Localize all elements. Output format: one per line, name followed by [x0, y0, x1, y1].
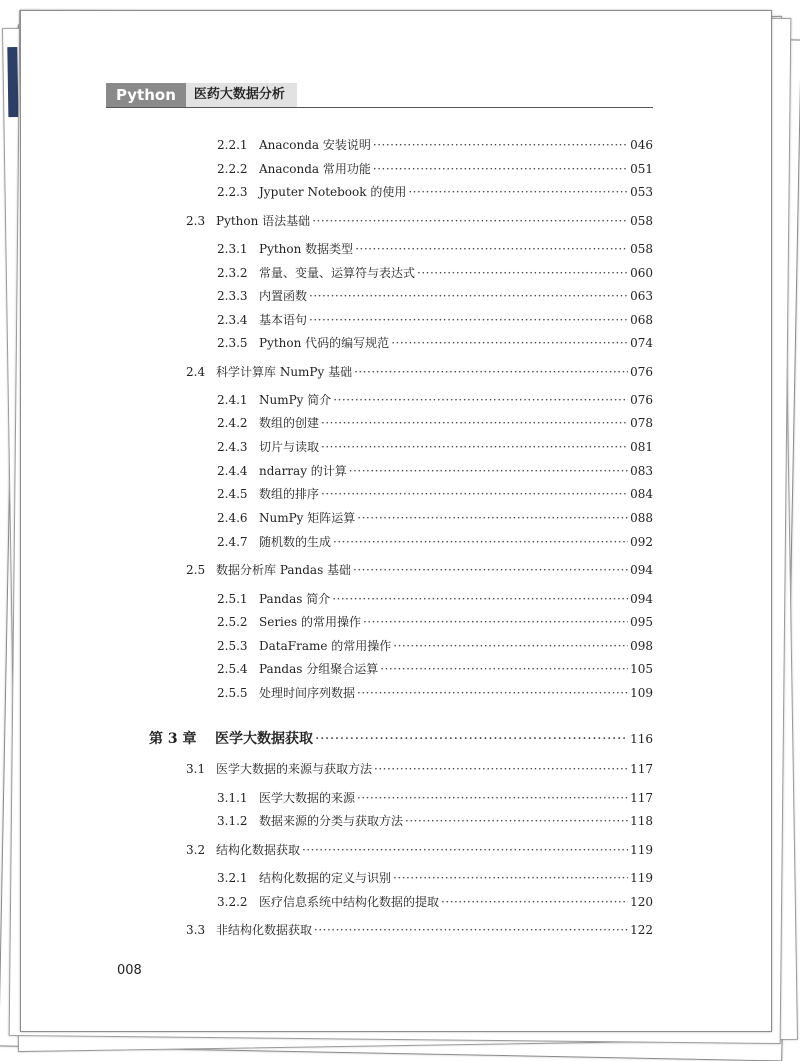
- toc-title: 内置函数: [259, 289, 308, 303]
- toc-subsection: [217, 160, 653, 177]
- toc-title: Series 的常用操作: [259, 615, 361, 629]
- toc-subsection: [217, 789, 653, 806]
- toc-leader-dots: [321, 440, 628, 454]
- toc-subsection: [217, 414, 653, 431]
- toc-title: 医学大数据的来源与获取方法: [216, 762, 373, 776]
- toc-page: 098: [630, 639, 653, 653]
- toc-page: 051: [630, 162, 653, 176]
- toc-number: 2.4.3: [217, 440, 248, 454]
- toc-number: 2.3: [186, 214, 206, 228]
- toc-number: 3.2.2: [217, 895, 248, 909]
- toc-title: 切片与读取: [259, 440, 320, 454]
- toc-leader-dots: [353, 563, 628, 577]
- toc-subsection: [217, 183, 653, 200]
- toc-number: 3.1: [186, 762, 206, 776]
- toc-subsection: [217, 136, 653, 153]
- toc-leader-dots: [333, 393, 628, 407]
- toc-leader-dots: [354, 365, 628, 379]
- toc-chapter: [149, 728, 653, 748]
- toc-title: NumPy 简介: [259, 393, 332, 407]
- toc-page: 053: [630, 185, 653, 199]
- toc-leader-dots: [408, 185, 628, 199]
- toc-title: 结构化数据的定义与识别: [259, 871, 392, 885]
- toc-leader-dots: [405, 814, 628, 828]
- toc-title: 数组的创建: [259, 416, 320, 430]
- toc-title: 医疗信息系统中结构化数据的提取: [259, 895, 440, 909]
- toc-subsection: [217, 264, 653, 281]
- toc-number: 2.5.5: [217, 686, 248, 700]
- toc-section: [186, 212, 653, 229]
- toc-number: 2.4.4: [217, 464, 248, 478]
- toc-leader-dots: [312, 214, 628, 228]
- toc-page: 109: [630, 686, 653, 700]
- toc-leader-dots: [349, 464, 628, 478]
- toc-leader-dots: [357, 686, 628, 700]
- toc-number: 2.4.5: [217, 487, 248, 501]
- toc-page: 119: [630, 843, 653, 857]
- toc-page: 088: [630, 511, 653, 525]
- toc-subsection: [217, 287, 653, 304]
- toc-subsection: [217, 869, 653, 886]
- toc-subsection: [217, 533, 653, 550]
- toc-page: 076: [630, 365, 653, 379]
- toc-leader-dots: [393, 639, 628, 653]
- toc-leader-dots: [357, 791, 628, 805]
- toc-page: 076: [630, 393, 653, 407]
- toc-title: Python 代码的编写规范: [259, 336, 390, 350]
- toc-page: 120: [630, 895, 653, 909]
- toc-page: 116: [630, 732, 653, 746]
- toc-leader-dots: [380, 662, 628, 676]
- toc-leader-dots: [309, 289, 628, 303]
- toc-page: 095: [630, 615, 653, 629]
- toc-leader-dots: [373, 162, 628, 176]
- toc-title: 数据来源的分类与获取方法: [259, 814, 404, 828]
- toc-leader-dots: [314, 923, 628, 937]
- toc-title: Jyputer Notebook 的使用: [259, 185, 407, 199]
- book-page: [20, 10, 772, 1032]
- toc-page: 058: [630, 214, 653, 228]
- toc-subsection: [217, 311, 653, 328]
- toc-page: 084: [630, 487, 653, 501]
- toc-leader-dots: [373, 138, 628, 152]
- toc-subsection: [217, 509, 653, 526]
- toc-subsection: [217, 893, 653, 910]
- toc-number: 2.2.1: [217, 138, 248, 152]
- toc-leader-dots: [321, 416, 628, 430]
- toc-number: 2.3.3: [217, 289, 248, 303]
- toc-number: 3.1.1: [217, 791, 248, 805]
- toc-subsection: [217, 684, 653, 701]
- toc-section: [186, 760, 653, 777]
- toc-number: 2.3.5: [217, 336, 248, 350]
- toc-title: 医学大数据获取: [215, 731, 313, 747]
- toc-number: 2.4.2: [217, 416, 248, 430]
- toc-subsection: [217, 240, 653, 257]
- toc-title: 处理时间序列数据: [259, 686, 356, 700]
- toc-number: 2.5.4: [217, 662, 248, 676]
- toc-page: 078: [630, 416, 653, 430]
- toc-page: 092: [630, 535, 653, 549]
- toc-page: 118: [630, 814, 653, 828]
- toc-subsection: [217, 462, 653, 479]
- toc-page: 074: [630, 336, 653, 350]
- toc-page: 094: [630, 592, 653, 606]
- toc-number: 2.5: [186, 563, 206, 577]
- toc-page: 068: [630, 313, 653, 327]
- toc-title: 随机数的生成: [259, 535, 332, 549]
- toc-section: [186, 561, 653, 578]
- toc-number: 2.3.1: [217, 242, 248, 256]
- toc-number: 2.5.1: [217, 592, 248, 606]
- toc-subsection: [217, 613, 653, 630]
- toc-leader-dots: [363, 615, 628, 629]
- toc-title: Python 语法基础: [216, 214, 311, 228]
- toc-title: Anaconda 常用功能: [259, 162, 371, 176]
- toc-leader-dots: [441, 895, 628, 909]
- toc-leader-dots: [315, 731, 628, 747]
- toc-subsection: [217, 438, 653, 455]
- toc-title: 数据分析库 Pandas 基础: [216, 563, 352, 577]
- header-brand: Python: [106, 83, 186, 107]
- toc-leader-dots: [309, 313, 628, 327]
- toc-title: 基本语句: [259, 313, 308, 327]
- toc-page: 117: [630, 762, 653, 776]
- toc-title: 结构化数据获取: [216, 843, 301, 857]
- toc-title: Python 数据类型: [259, 242, 354, 256]
- toc-leader-dots: [321, 487, 628, 501]
- toc-page: 081: [630, 440, 653, 454]
- toc-page: 105: [630, 662, 653, 676]
- toc-leader-dots: [374, 762, 628, 776]
- toc-subsection: [217, 391, 653, 408]
- toc-subsection: [217, 637, 653, 654]
- toc-page: 117: [630, 791, 653, 805]
- toc-title: 医学大数据的来源: [259, 791, 356, 805]
- toc-title: NumPy 矩阵运算: [259, 511, 356, 525]
- toc-number: 2.2.2: [217, 162, 248, 176]
- toc-page: 094: [630, 563, 653, 577]
- toc-page: 119: [630, 871, 653, 885]
- toc-title: ndarray 的计算: [259, 464, 347, 478]
- toc-page: 063: [630, 289, 653, 303]
- toc-page: 046: [630, 138, 653, 152]
- toc-page: 058: [630, 242, 653, 256]
- toc-number: 3.2.1: [217, 871, 248, 885]
- toc-subsection: [217, 660, 653, 677]
- toc-subsection: [217, 334, 653, 351]
- table-of-contents: [21, 11, 771, 1031]
- toc-section: [186, 921, 653, 938]
- toc-title: Anaconda 安装说明: [259, 138, 371, 152]
- toc-page: 083: [630, 464, 653, 478]
- toc-page: 122: [630, 923, 653, 937]
- toc-leader-dots: [357, 511, 628, 525]
- toc-title: Pandas 分组聚合运算: [259, 662, 379, 676]
- toc-number: 2.3.2: [217, 266, 248, 280]
- toc-title: DataFrame 的常用操作: [259, 639, 392, 653]
- toc-subsection: [217, 812, 653, 829]
- toc-number: 第 3 章: [149, 731, 197, 747]
- toc-title: 科学计算库 NumPy 基础: [216, 365, 353, 379]
- toc-leader-dots: [391, 336, 628, 350]
- toc-leader-dots: [332, 592, 628, 606]
- toc-title: 非结构化数据获取: [216, 923, 313, 937]
- toc-subsection: [217, 485, 653, 502]
- header-title: 医药大数据分析: [186, 83, 297, 107]
- toc-subsection: [217, 590, 653, 607]
- toc-leader-dots: [333, 535, 628, 549]
- toc-number: 2.4: [186, 365, 206, 379]
- toc-leader-dots: [302, 843, 628, 857]
- page-number: 008: [117, 963, 142, 978]
- toc-number: 3.3: [186, 923, 206, 937]
- toc-title: 数组的排序: [259, 487, 320, 501]
- toc-page: 060: [630, 266, 653, 280]
- toc-number: 2.4.1: [217, 393, 248, 407]
- toc-number: 2.5.3: [217, 639, 248, 653]
- toc-title: Pandas 简介: [259, 592, 331, 606]
- toc-section: [186, 841, 653, 858]
- toc-section: [186, 363, 653, 380]
- toc-title: 常量、变量、运算符与表达式: [259, 266, 416, 280]
- toc-number: 3.2: [186, 843, 206, 857]
- toc-leader-dots: [417, 266, 628, 280]
- toc-number: 2.2.3: [217, 185, 248, 199]
- toc-number: 3.1.2: [217, 814, 248, 828]
- toc-number: 2.4.6: [217, 511, 248, 525]
- toc-number: 2.4.7: [217, 535, 248, 549]
- toc-number: 2.3.4: [217, 313, 248, 327]
- toc-number: 2.5.2: [217, 615, 248, 629]
- toc-leader-dots: [355, 242, 628, 256]
- toc-leader-dots: [393, 871, 628, 885]
